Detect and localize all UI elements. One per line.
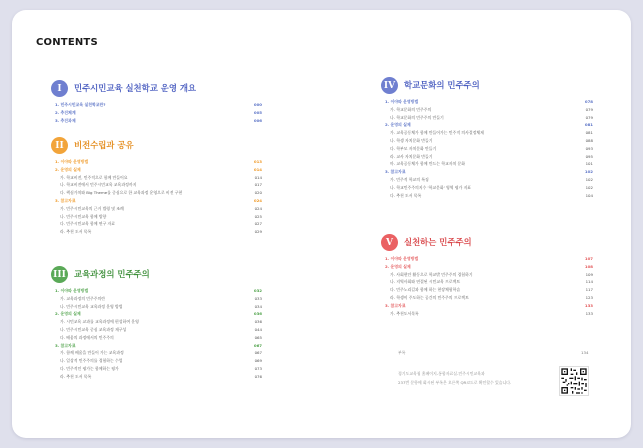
toc-label: 가. 시민교육 교과를 교육과정에 편성하여 운영 <box>60 319 139 325</box>
section-3 <box>51 266 262 381</box>
toc-label: 1. 이야따 운영방법 <box>55 159 89 164</box>
toc-page-number: 109 <box>585 271 593 277</box>
toc-item[interactable] <box>51 357 262 365</box>
toc-subheading[interactable] <box>381 98 593 106</box>
toc-page-number: 088 <box>585 137 593 143</box>
section-1 <box>51 80 262 124</box>
toc-subheading[interactable] <box>51 197 262 205</box>
toc-label: 2. 운영의 실제 <box>385 263 411 269</box>
toc-label: 라. 추천 도서 목록 <box>60 229 92 235</box>
toc-page-number: 069 <box>254 358 262 364</box>
toc-label: 나. 민주시민교육 중심 교육과정 재구성 <box>60 326 127 332</box>
toc-label: 다. 배움의 과정에서의 민주주의 <box>60 334 114 340</box>
toc-page-number: 079 <box>585 114 593 120</box>
toc-label: 1. 민주시민교육 실천학교란? <box>55 102 106 107</box>
toc-page-number: 102 <box>585 184 593 190</box>
toc-label: 나. 학생 자치문화 만들기 <box>390 137 433 143</box>
toc-page-number: 078 <box>584 99 593 104</box>
toc-label: 다. 민주시민교육 함께 연구 자료 <box>60 221 116 227</box>
section-header <box>51 80 262 98</box>
toc-item[interactable] <box>381 145 593 153</box>
toc-item[interactable] <box>51 373 262 381</box>
toc-page-number: 117 <box>585 287 593 293</box>
toc-label: 2. 운영의 실제 <box>55 311 81 317</box>
toc-item[interactable] <box>51 318 262 326</box>
toc-label: 3. 추진과제 <box>55 117 76 123</box>
appendix-label: 부록 <box>398 350 406 355</box>
section-numeral: II <box>51 137 68 154</box>
toc-item[interactable] <box>51 334 262 342</box>
toc-label: 가. 교육과정의 민주주의란 <box>60 295 106 301</box>
toc-item[interactable] <box>381 176 593 184</box>
toc-label: 가. 민주적 학교의 특징 <box>390 176 429 182</box>
toc-subheading[interactable] <box>381 263 593 271</box>
toc-subheading[interactable] <box>51 342 262 350</box>
toc-label: 가. 학교비전, 민주적으로 함께 만들어요 <box>60 174 128 180</box>
toc-page-number: 006 <box>253 117 262 123</box>
section-header <box>51 266 262 284</box>
toc-page-number: 081 <box>585 130 593 136</box>
toc-label: 다. 추천 도서 목록 <box>390 192 422 198</box>
toc-subheading[interactable] <box>51 287 262 295</box>
toc-item[interactable] <box>51 213 262 221</box>
toc-item[interactable] <box>381 192 593 200</box>
section-4 <box>381 77 593 199</box>
toc-item[interactable] <box>51 228 262 236</box>
toc-subheading[interactable] <box>381 168 593 176</box>
toc-page-number: 133 <box>585 310 593 316</box>
toc-page-number: 020 <box>254 190 262 196</box>
section-title: 실천하는 민주주의 <box>404 237 472 247</box>
toc-label: 다. 민주적인 평가는 함께하는 평가 <box>60 365 119 371</box>
toc-page-number: 027 <box>254 221 262 227</box>
note-line-1: 경기도교육청 홈페이지-통합자료실-민주시민교육과 <box>398 371 485 376</box>
toc-label: 1. 이야따 운영방법 <box>55 288 89 293</box>
toc-page-number: 034 <box>254 303 262 309</box>
qr-code-icon[interactable] <box>559 366 589 396</box>
toc-label: 나. 지역사회와 연결된 시민교육 프로젝트 <box>390 279 461 285</box>
toc-item[interactable] <box>51 220 262 228</box>
toc-label: 2. 운영의 실제 <box>385 122 411 128</box>
section-title: 학교문화의 민주주의 <box>404 80 480 90</box>
note-line-2: 237번 문항에 회시된 부록은 오른쪽 QR코드로 확인할수 있습니다. <box>398 380 512 385</box>
toc-item[interactable] <box>381 153 593 161</box>
toc-item[interactable] <box>381 286 593 294</box>
toc-page-number: 102 <box>584 169 593 175</box>
section-header <box>381 77 593 95</box>
toc-label: 나. 학교문화의 민주주의 만들기 <box>390 114 444 120</box>
toc-item[interactable] <box>381 129 593 137</box>
toc-label: 가. 학교문화의 민주주의 <box>390 106 432 112</box>
toc-item[interactable] <box>51 181 262 189</box>
section-5 <box>381 234 593 317</box>
page-title: CONTENTS <box>36 37 98 48</box>
toc-item[interactable] <box>51 174 262 182</box>
toc-subheading[interactable] <box>381 255 593 263</box>
toc-subheading[interactable] <box>381 121 593 129</box>
toc-page-number: 036 <box>254 319 262 325</box>
section-numeral: I <box>51 80 68 97</box>
toc-label: 라. 학생이 주도하는 공간의 민주주의 프로젝트 <box>390 294 469 300</box>
toc-label: 나. 일상적 민주주의를 경험하는 수업 <box>60 358 123 364</box>
section-rows <box>51 158 262 236</box>
toc-page-number: 065 <box>254 334 262 340</box>
toc-page-number: 024 <box>254 205 262 211</box>
section-rows <box>51 287 262 381</box>
toc-page-number: 024 <box>253 197 262 203</box>
toc-page-number: 095 <box>585 153 593 159</box>
toc-page-number: 079 <box>585 106 593 112</box>
toc-page-number: 067 <box>253 342 262 348</box>
toc-item[interactable] <box>381 310 593 318</box>
toc-page-number: 067 <box>254 350 262 356</box>
section-rows <box>381 255 593 317</box>
section-numeral: IV <box>381 77 398 94</box>
toc-item[interactable] <box>51 295 262 303</box>
toc-page-number: 104 <box>585 192 593 198</box>
toc-subheading[interactable] <box>381 302 593 310</box>
toc-page-number: 033 <box>254 295 262 301</box>
toc-label: 나. 민주시민교육 함께 방향 <box>60 213 107 219</box>
toc-item[interactable] <box>51 326 262 334</box>
toc-item[interactable] <box>381 114 593 122</box>
toc-subheading[interactable] <box>51 158 262 166</box>
toc-page-number: 114 <box>585 279 593 285</box>
toc-label: 나. 학교비전에서 민주시민교육 교육과정까지 <box>60 182 137 188</box>
toc-page-number: 017 <box>254 182 262 188</box>
toc-page-number: 107 <box>584 256 593 261</box>
toc-page-number: 123 <box>585 294 593 300</box>
toc-page-number: 073 <box>254 365 262 371</box>
toc-page-number: 093 <box>585 145 593 151</box>
toc-page-number: 108 <box>584 263 593 269</box>
toc-label: 마. 교육공동체가 함께 만드는 학교자치 문화 <box>390 161 466 167</box>
toc-subheading[interactable] <box>51 166 262 174</box>
toc-label: 가. 추천도서목록 <box>390 310 419 316</box>
toc-label: 가. 사회현안 활동으로 학교밖 민주주의 경험하기 <box>390 271 473 277</box>
toc-item[interactable] <box>381 160 593 168</box>
toc-page-number: 014 <box>254 174 262 180</box>
toc-label: 다. 학부모 자치문화 만들기 <box>390 145 437 151</box>
toc-label: 나. 학교민주주의지수 '학교문화' 영역 평가 지표 <box>390 184 471 190</box>
toc-page-number: 101 <box>585 161 593 167</box>
toc-label: 다. 민주노리길과 함께 하는 현장체험학습 <box>390 287 461 293</box>
toc-subheading[interactable] <box>51 310 262 318</box>
section-numeral: V <box>381 234 398 251</box>
section-header <box>381 234 593 252</box>
toc-label: 1. 이야따 운영방법 <box>385 99 419 104</box>
toc-subheading[interactable] <box>51 109 262 117</box>
toc-label: 3. 참고자료 <box>385 169 406 175</box>
toc-label: 라. 추천 도서 목록 <box>60 373 92 379</box>
toc-page-number: 102 <box>585 176 593 182</box>
toc-item[interactable] <box>381 137 593 145</box>
toc-label: 3. 참고자료 <box>55 342 76 348</box>
toc-page-number: 076 <box>254 373 262 379</box>
toc-label: 3. 참고자료 <box>55 197 76 203</box>
toc-item[interactable] <box>381 278 593 286</box>
section-title: 교육과정의 민주주의 <box>74 269 150 279</box>
toc-item[interactable] <box>51 189 262 197</box>
toc-item[interactable] <box>381 271 593 279</box>
toc-page-number: 025 <box>254 213 262 219</box>
toc-subheading[interactable] <box>51 117 262 125</box>
toc-page-number: 013 <box>253 159 262 164</box>
section-rows <box>381 98 593 199</box>
toc-item[interactable] <box>51 303 262 311</box>
toc-page-number: 005 <box>253 109 262 115</box>
toc-item[interactable] <box>381 294 593 302</box>
appendix-page: 134 <box>581 350 589 355</box>
toc-label: 3. 참고자료 <box>385 302 406 308</box>
toc-item[interactable] <box>51 205 262 213</box>
toc-page-number: 029 <box>254 229 262 235</box>
toc-label: 나. 민주시민교육 교육과정 운영 방법 <box>60 303 123 309</box>
toc-page-number: 032 <box>253 288 262 293</box>
toc-page-number: 014 <box>253 166 262 172</box>
toc-subheading[interactable] <box>51 101 262 109</box>
section-title: 비전수립과 공유 <box>74 140 134 150</box>
toc-page-number: 133 <box>584 302 593 308</box>
toc-page-number: 000 <box>253 102 262 107</box>
section-title: 민주시민교육 실천학교 운영 개요 <box>74 83 197 93</box>
toc-item[interactable] <box>381 184 593 192</box>
toc-item[interactable] <box>51 349 262 357</box>
toc-item[interactable] <box>381 106 593 114</box>
toc-label: 1. 이야따 운영방법 <box>385 256 419 261</box>
toc-item[interactable] <box>51 365 262 373</box>
toc-label: 가. 민주시민교육의 근거 법령 및 조례 <box>60 205 124 211</box>
toc-page-number: 036 <box>253 311 262 317</box>
section-2 <box>51 137 262 236</box>
toc-label: 가. 교육공동체가 함께 만들어가는 민주적 의사결정체제 <box>390 130 484 136</box>
toc-label: 다. 핵심가치와 Big Theme를 중심으로 한 교육과정 운영으로 비전 구현 <box>60 190 183 196</box>
toc-page-number: 081 <box>584 122 593 128</box>
section-numeral: III <box>51 266 68 283</box>
toc-page-number: 044 <box>254 326 262 332</box>
toc-label: 가. 함께 배움을 만들어 가는 교육과정 <box>60 350 124 356</box>
section-rows <box>51 101 262 124</box>
section-header <box>51 137 262 155</box>
toc-label: 2. 추진체계 <box>55 109 76 115</box>
toc-label: 2. 운영의 실제 <box>55 166 81 172</box>
toc-label: 라. 교사 자치문화 만들기 <box>390 153 433 159</box>
